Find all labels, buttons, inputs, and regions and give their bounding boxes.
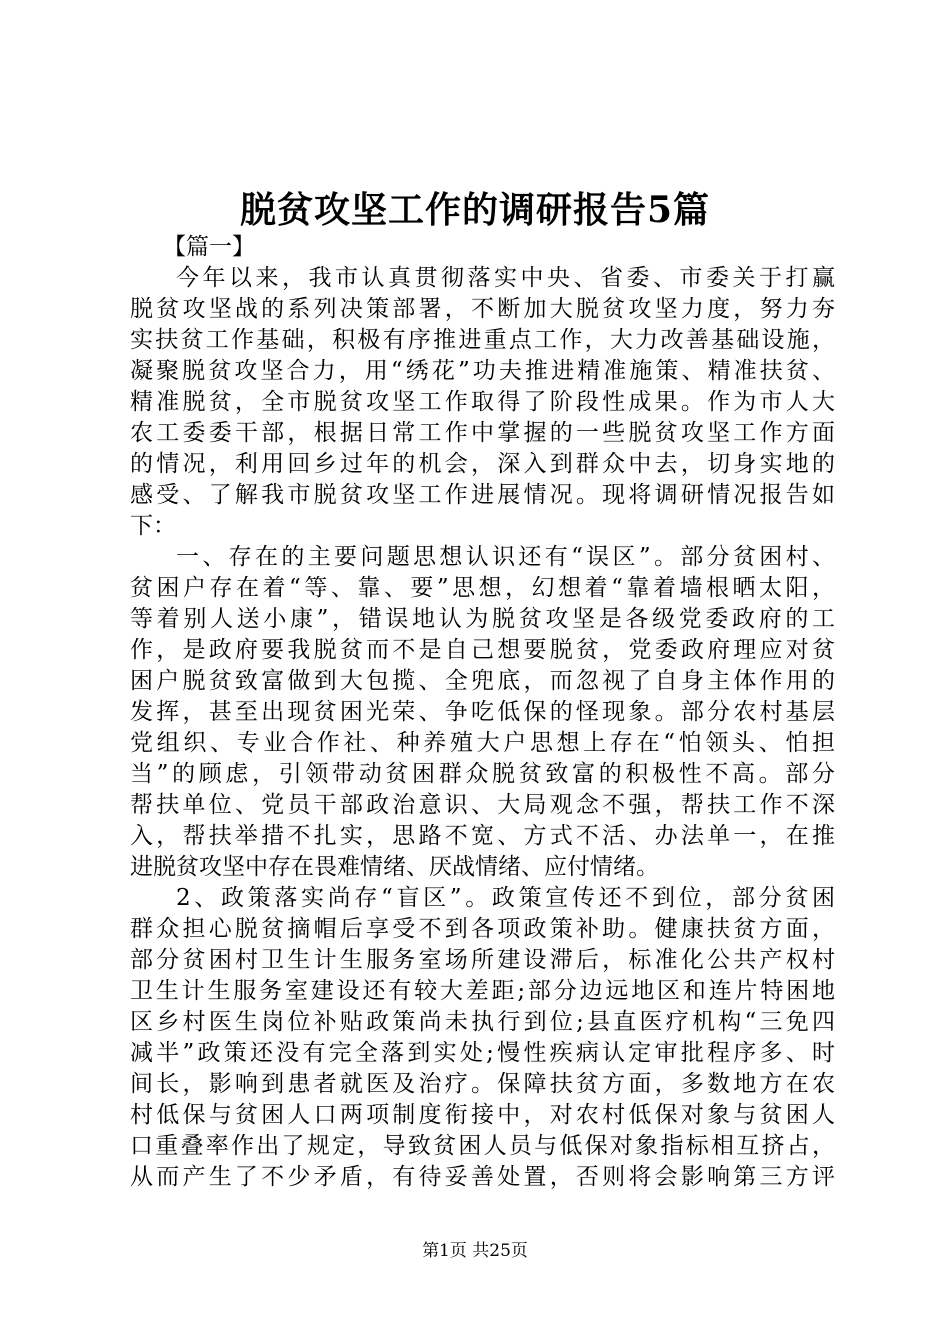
text-line: 间长，影响到患者就医及治疗。保障扶贫方面，多数地方在农 [130,1071,835,1097]
text-line: 农工委委干部，根据日常工作中掌握的一些脱贫攻坚工作方面 [130,420,835,446]
text-line: 当”的顾虑，引领带动贫困群众脱贫致富的积极性不高。部分 [130,761,835,787]
text-line: 作，是政府要我脱贫而不是自己想要脱贫，党委政府理应对贫 [130,637,835,663]
text-line: 从而产生了不少矛盾，有待妥善处置，否则将会影响第三方评 [130,1164,835,1190]
text-line: 今年以来，我市认真贯彻落实中央、省委、市委关于打赢 [176,265,835,291]
text-line: 精准脱贫，全市脱贫攻坚工作取得了阶段性成果。作为市人大 [130,389,835,415]
text-line: 村低保与贫困人口两项制度衔接中，对农村低保对象与贫困人 [130,1102,835,1128]
text-line: 2、政策落实尚存“盲区”。政策宣传还不到位，部分贫困 [176,885,835,911]
text-line: 一、存在的主要问题思想认识还有“误区”。部分贫困村、 [176,544,835,570]
text-line: 凝聚脱贫攻坚合力，用“绣花”功夫推进精准施策、精准扶贫、 [130,358,835,384]
text-line: 实扶贫工作基础，积极有序推进重点工作，大力改善基础设施， [130,327,835,353]
text-line: 入，帮扶举措不扎实，思路不宽、方式不活、办法单一，在推 [130,823,835,849]
text-line: 群众担心脱贫摘帽后享受不到各项政策补助。健康扶贫方面， [130,916,835,942]
text-line: 发挥，甚至出现贫困光荣、争吃低保的怪现象。部分农村基层 [130,699,835,725]
text-line: 感受、了解我市脱贫攻坚工作进展情况。现将调研情况报告如 [130,482,835,508]
text-line: 帮扶单位、党员干部政治意识、大局观念不强，帮扶工作不深 [130,792,835,818]
text-line: 减半”政策还没有完全落到实处;慢性疾病认定审批程序多、时 [130,1040,835,1066]
text-line: 等着别人送小康”，错误地认为脱贫攻坚是各级党委政府的工 [130,606,835,632]
text-line: 的情况，利用回乡过年的机会，深入到群众中去，切身实地的 [130,451,835,477]
text-line: 部分贫困村卫生计生服务室场所建设滞后，标准化公共产权村 [130,947,835,973]
text-line: 困户脱贫致富做到大包揽、全兜底，而忽视了自身主体作用的 [130,668,835,694]
document-title: 脱贫攻坚工作的调研报告5篇 [239,189,711,231]
text-line: 脱贫攻坚战的系列决策部署，不断加大脱贫攻坚力度，努力夯 [130,296,835,322]
text-line: 口重叠率作出了规定，导致贫困人员与低保对象指标相互挤占， [130,1133,835,1159]
text-line: 党组织、专业合作社、种养殖大户思想上存在“怕领头、怕担 [130,730,835,756]
text-line: 下： [130,513,176,539]
text-line: 卫生计生服务室建设还有较大差距;部分边远地区和连片特困地 [130,978,835,1004]
text-line: 贫困户存在着“等、靠、要”思想，幻想着“靠着墙根晒太阳， [130,575,835,601]
page-number-footer: 第1页 共25页 [422,1241,528,1261]
text-line: 【篇一】 [163,234,255,260]
text-line: 进脱贫攻坚中存在畏难情绪、厌战情绪、应付情绪。 [130,854,659,880]
document-body [130,232,835,1193]
text-line: 区乡村医生岗位补贴政策尚未执行到位;县直医疗机构“三免四 [130,1009,835,1035]
